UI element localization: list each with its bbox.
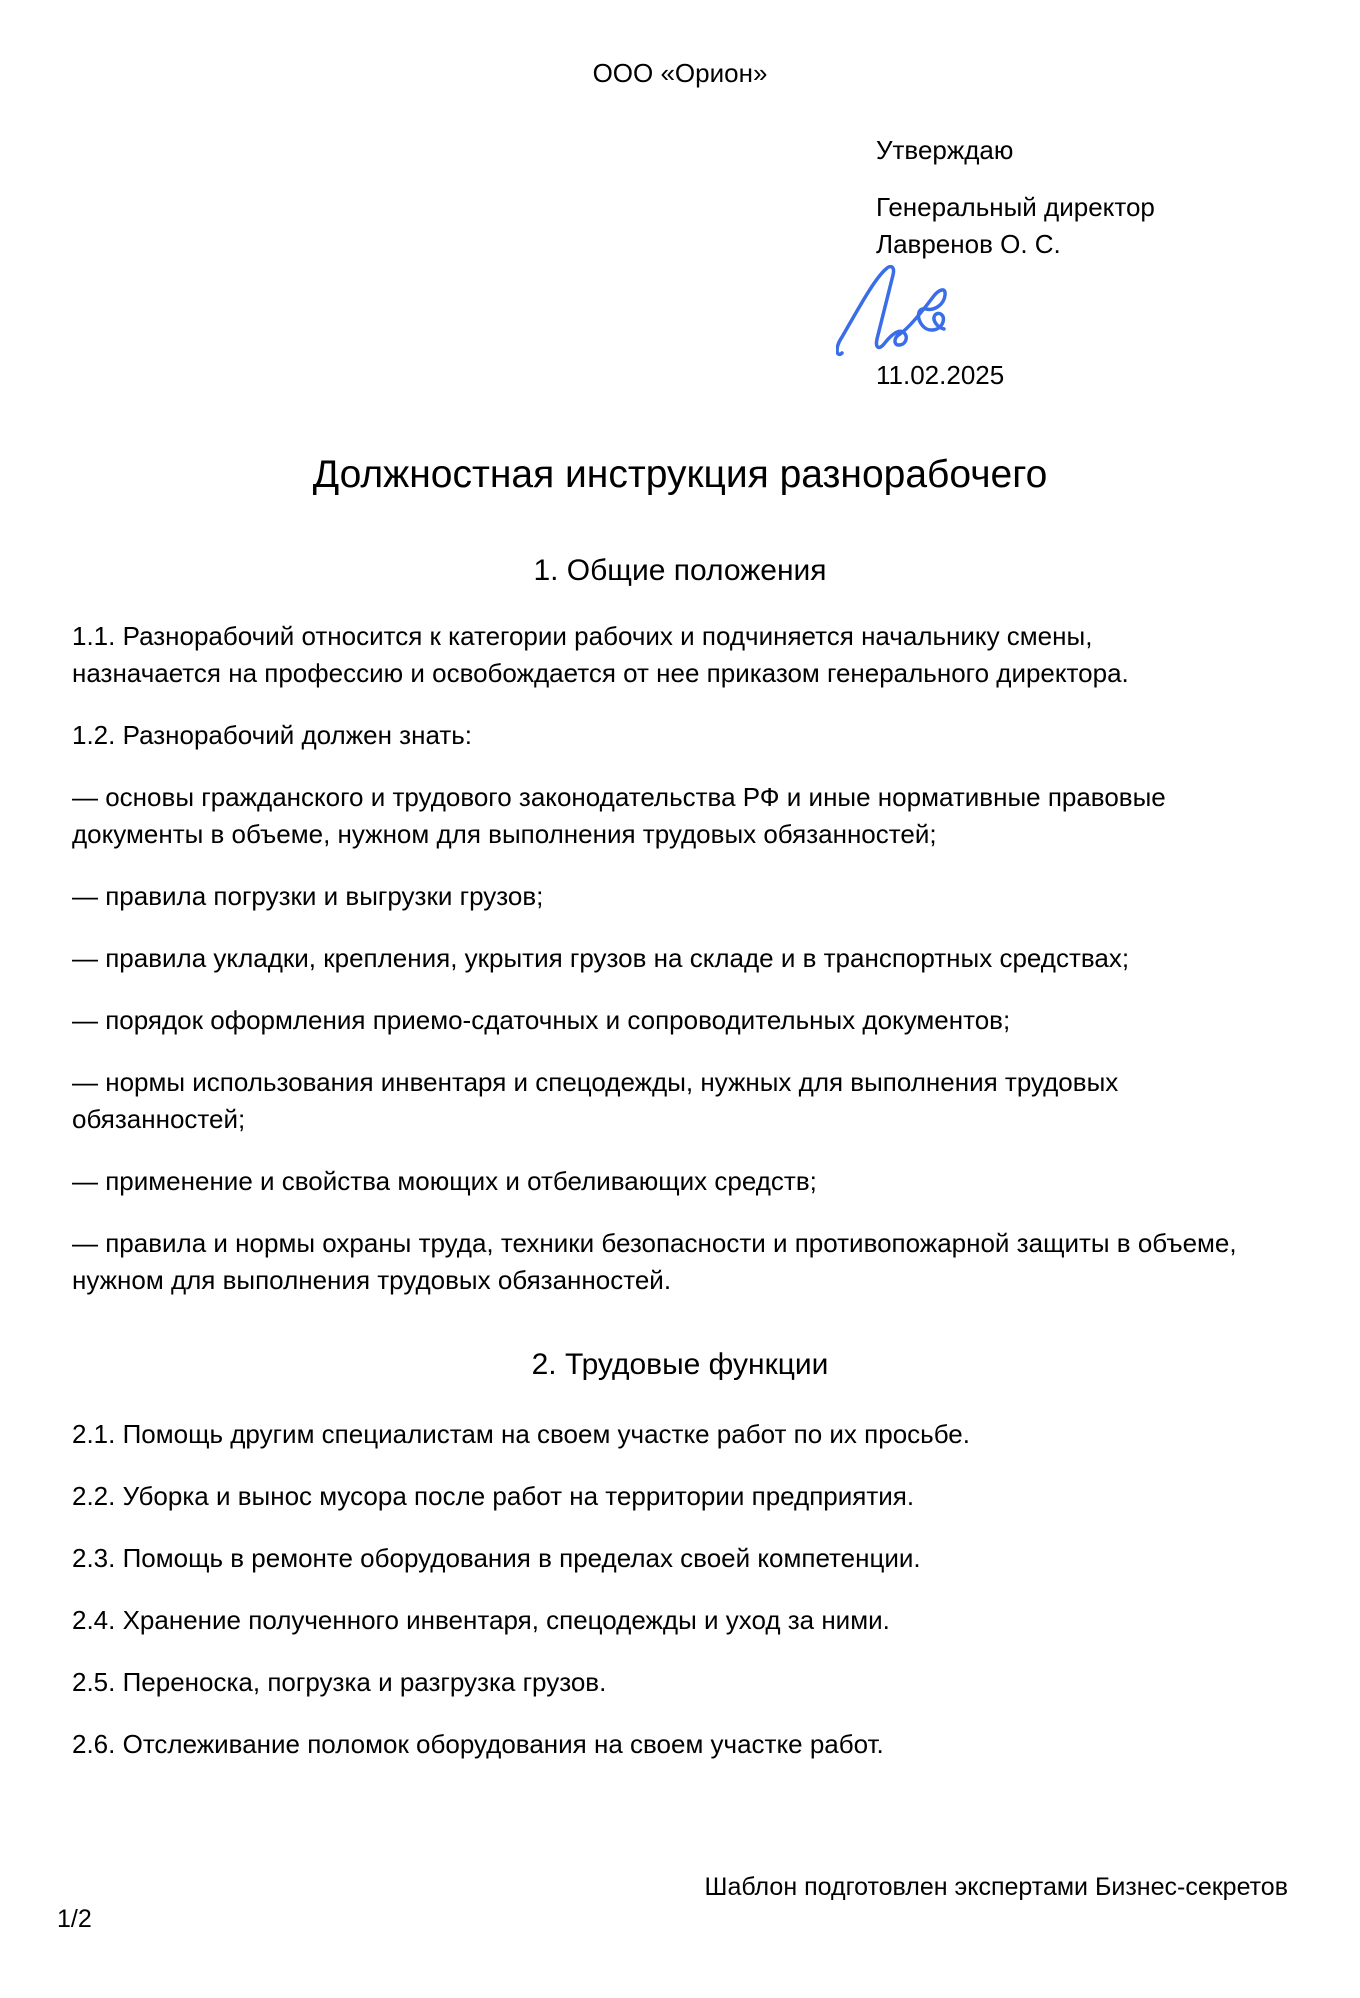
approval-date: 11.02.2025 — [876, 360, 1005, 390]
list-item — [72, 779, 1288, 853]
paragraph-2-3 — [72, 1540, 1288, 1577]
approval-role: Генеральный директор — [876, 192, 1155, 222]
paragraph-line: документы в объеме, нужном для выполнения трудовых обязанностей; — [72, 819, 937, 849]
document-title: Должностная инструкция разнорабочего — [312, 453, 1048, 496]
list-item — [72, 1064, 1288, 1138]
paragraph-line: 1.2. Разнорабочий должен знать: — [72, 720, 473, 750]
list-item — [72, 940, 1288, 977]
paragraph-line: — правила укладки, крепления, укрытия грузов на складе и в транспортных средствах; — [72, 943, 1130, 973]
paragraph-line: — основы гражданского и трудового законодательства РФ и иные нормативные правовые — [72, 782, 1166, 812]
paragraph-line: 2.5. Переноска, погрузка и разгрузка грузов. — [72, 1667, 607, 1697]
company-name: ООО «Орион» — [592, 58, 768, 88]
paragraph-1-1 — [72, 618, 1288, 692]
list-item — [72, 1002, 1288, 1039]
paragraph-2-6 — [72, 1726, 1288, 1763]
paragraph-line: назначается на профессию и освобождается от нее приказом генерального директора. — [72, 658, 1129, 688]
approval-person-block — [876, 189, 1288, 263]
paragraph-line: 2.1. Помощь другим специалистам на своем участке работ по их просьбе. — [72, 1419, 970, 1449]
paragraph-line: 2.2. Уборка и вынос мусора после работ на территории предприятия. — [72, 1481, 915, 1511]
paragraph-line: 2.4. Хранение полученного инвентаря, спецодежды и уход за ними. — [72, 1605, 890, 1635]
paragraph-line: — правила и нормы охраны труда, техники безопасности и противопожарной защиты в объеме, — [72, 1228, 1237, 1258]
signature-image — [836, 265, 966, 357]
paragraph-1-2 — [72, 717, 1288, 754]
paragraph-line: 1.1. Разнорабочий относится к категории рабочих и подчиняется начальнику смены, — [72, 621, 1093, 651]
paragraph-line: обязанностей; — [72, 1104, 246, 1134]
paragraph-line: — нормы использования инвентаря и спецодежды, нужных для выполнения трудовых — [72, 1067, 1119, 1097]
paragraph-2-2 — [72, 1478, 1288, 1515]
section-2-heading: 2. Трудовые функции — [531, 1348, 829, 1381]
list-item — [72, 878, 1288, 915]
approval-name: Лавренов О. С. — [876, 229, 1061, 259]
paragraph-line: 2.3. Помощь в ремонте оборудования в пределах своей компетенции. — [72, 1543, 921, 1573]
list-item — [72, 1225, 1288, 1299]
signature-stroke — [837, 267, 945, 355]
section-1-heading: 1. Общие положения — [533, 554, 827, 587]
paragraph-2-1 — [72, 1416, 1288, 1453]
list-item — [72, 1163, 1288, 1200]
paragraph-2-5 — [72, 1664, 1288, 1701]
paragraph-2-4 — [72, 1602, 1288, 1639]
paragraph-line: — порядок оформления приемо-сдаточных и сопроводительных документов; — [72, 1005, 1011, 1035]
footer-credit: Шаблон подготовлен экспертами Бизнес-секретов — [704, 1873, 1288, 1901]
paragraph-line: нужном для выполнения трудовых обязанностей. — [72, 1265, 672, 1295]
approval-label: Утверждаю — [876, 135, 1014, 165]
paragraph-line: — применение и свойства моющих и отбеливающих средств; — [72, 1166, 817, 1196]
page-number: 1/2 — [57, 1905, 92, 1933]
paragraph-line: 2.6. Отслеживание поломок оборудования на своем участке работ. — [72, 1729, 884, 1759]
paragraph-line: — правила погрузки и выгрузки грузов; — [72, 881, 544, 911]
